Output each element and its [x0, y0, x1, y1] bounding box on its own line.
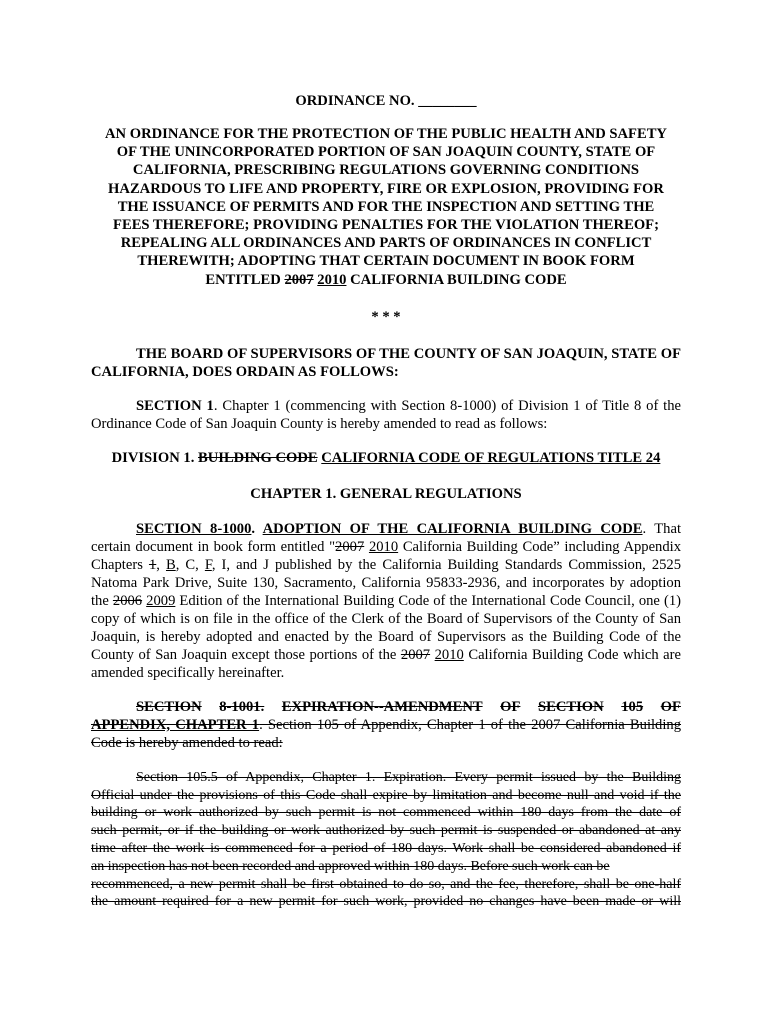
separator-stars: * * *	[371, 308, 401, 325]
struck-year: 2007	[284, 271, 314, 288]
section-8-1000-paragraph	[91, 520, 681, 682]
title-line: FEES THEREFORE; PROVIDING PENALTIES FOR THE VIOLATION THEREOF;	[113, 217, 659, 234]
struck-year: 2006	[112, 592, 143, 609]
struck-line: an inspection has not been recorded and approved within 180 days. Before such work can be	[91, 858, 610, 874]
struck-line: the amount required for a new permit for such work, provided no changes have been made or will	[91, 894, 681, 910]
struck-text: . Section 105 of Appendix, Chapter 1 of the 2007 California Building	[259, 716, 682, 733]
struck-line: time after the work is commenced for a period of 180 days. Work shall be considered abandoned if	[91, 841, 681, 857]
struck-line: building or work authorized by such permit is not commenced within 180 days from the date of	[91, 805, 681, 821]
section-8-1001-text	[91, 716, 681, 752]
text-part: California Building Code” including Appendix Chapters	[91, 538, 681, 573]
struck-year: 2007	[400, 646, 431, 663]
title-line-last	[91, 271, 681, 289]
label-punct: .	[251, 520, 263, 537]
division-prefix: DIVISION 1.	[111, 449, 198, 466]
section-1-text: . Chapter 1 (commencing with Section 8-1000) of Division 1 of Title 8 of the Ordinance Code of San Joaquin County is hereby amended to read as follows:	[91, 397, 681, 432]
new-year: 2010	[317, 271, 347, 288]
new-appendix-f: F	[204, 556, 212, 573]
division-struck: BUILDING CODE	[198, 449, 318, 466]
text-part: ,	[156, 556, 166, 573]
struck-year: 2007	[335, 538, 365, 555]
new-year: 2010	[368, 538, 399, 555]
struck-line: Official under the provisions of this Code shall expire by limitation and become null and void if the	[91, 787, 681, 803]
title-line: HAZARDOUS TO LIFE AND PROPERTY, FIRE OR EXPLOSION, PROVIDING FOR	[108, 180, 664, 197]
division-new: CALIFORNIA CODE OF REGULATIONS TITLE 24	[321, 449, 661, 466]
document-page	[91, 92, 681, 911]
text-part: , I, and J published by the California Building Standards Commission, 2525 Natoma Park Drive, Suite 130, Sacramento, California 95833-2936, and incorporates by adoption the	[91, 556, 682, 609]
appendix-heading: APPENDIX, CHAPTER 1	[91, 716, 260, 733]
title-line: THE ISSUANCE OF PERMITS AND FOR THE INSPECTION AND SETTING THE	[117, 198, 655, 215]
heading-word: SECTION	[136, 698, 202, 715]
chapter-heading: CHAPTER 1. GENERAL REGULATIONS	[250, 485, 522, 502]
title-prefix: ENTITLED	[205, 271, 285, 288]
ordinance-number: ORDINANCE NO. ________	[295, 93, 477, 109]
text-part: . That certain document in book form entitled "	[91, 520, 681, 555]
ordinance-title	[91, 125, 681, 289]
struck-chapter: 1	[148, 556, 157, 573]
section-8-1001-heading	[91, 698, 681, 716]
section-8-1000-heading: ADOPTION OF THE CALIFORNIA BUILDING CODE	[262, 520, 643, 537]
new-appendix-b: B	[165, 556, 176, 573]
struck-line: Code is hereby amended to read:	[91, 734, 283, 751]
heading-word: 105	[621, 698, 644, 715]
heading-word: OF	[500, 698, 521, 715]
struck-line: such permit, or if the building or work authorized by such permit is suspended or abandoned at any	[91, 823, 681, 839]
division-heading	[91, 449, 681, 467]
heading-word: EXPIRATION--AMENDMENT	[281, 698, 483, 715]
section-8-1000-label: SECTION 8-1000	[136, 520, 252, 537]
section-8-1001-block	[91, 698, 681, 752]
title-line: REPEALING ALL ORDINANCES AND PARTS OF ORDINANCES IN CONFLICT	[120, 235, 652, 252]
title-suffix: CALIFORNIA BUILDING CODE	[346, 271, 567, 288]
section-105-5-paragraph	[91, 769, 681, 911]
section-1-label: SECTION 1	[136, 397, 214, 414]
new-year: 2009	[146, 592, 176, 609]
section-1-paragraph	[91, 397, 681, 433]
heading-word: 8-1001.	[219, 698, 265, 715]
struck-line	[91, 716, 681, 734]
text-part: , C,	[175, 556, 205, 573]
struck-line: recommenced, a new permit shall be first obtained to do so, and the fee, therefore, shall be one-half	[91, 876, 681, 892]
text-part: Edition of the International Building Code of the International Code Council, one (1) copy of which is on file in the office of the Clerk of the Board of Supervisors of the County of San Joaquin, is hereby adopted and enacted by the Board of Supervisors as the Building Code of the County of San Joaquin except those portions of the	[91, 592, 681, 663]
heading-word: SECTION	[537, 698, 604, 715]
title-line: AN ORDINANCE FOR THE PROTECTION OF THE PUBLIC HEALTH AND SAFETY	[105, 126, 667, 142]
title-line: OF THE UNINCORPORATED PORTION OF SAN JOAQUIN COUNTY, STATE OF	[116, 144, 656, 161]
enactment-clause: THE BOARD OF SUPERVISORS OF THE COUNTY OF SAN JOAQUIN, STATE OF CALIFORNIA, DOES ORDAIN AS FOLLOWS:	[91, 345, 681, 380]
text-part: California Building Code which are amended specifically hereinafter.	[91, 646, 681, 681]
heading-word: OF	[660, 698, 681, 715]
struck-line: Section 105.5 of Appendix, Chapter 1. Expiration. Every permit issued by the Building	[136, 769, 681, 785]
title-line: CALIFORNIA, PRESCRIBING REGULATIONS GOVERNING CONDITIONS	[132, 162, 640, 179]
title-line: THEREWITH; ADOPTING THAT CERTAIN DOCUMENT IN BOOK FORM	[137, 253, 635, 270]
new-year: 2010	[434, 646, 464, 663]
